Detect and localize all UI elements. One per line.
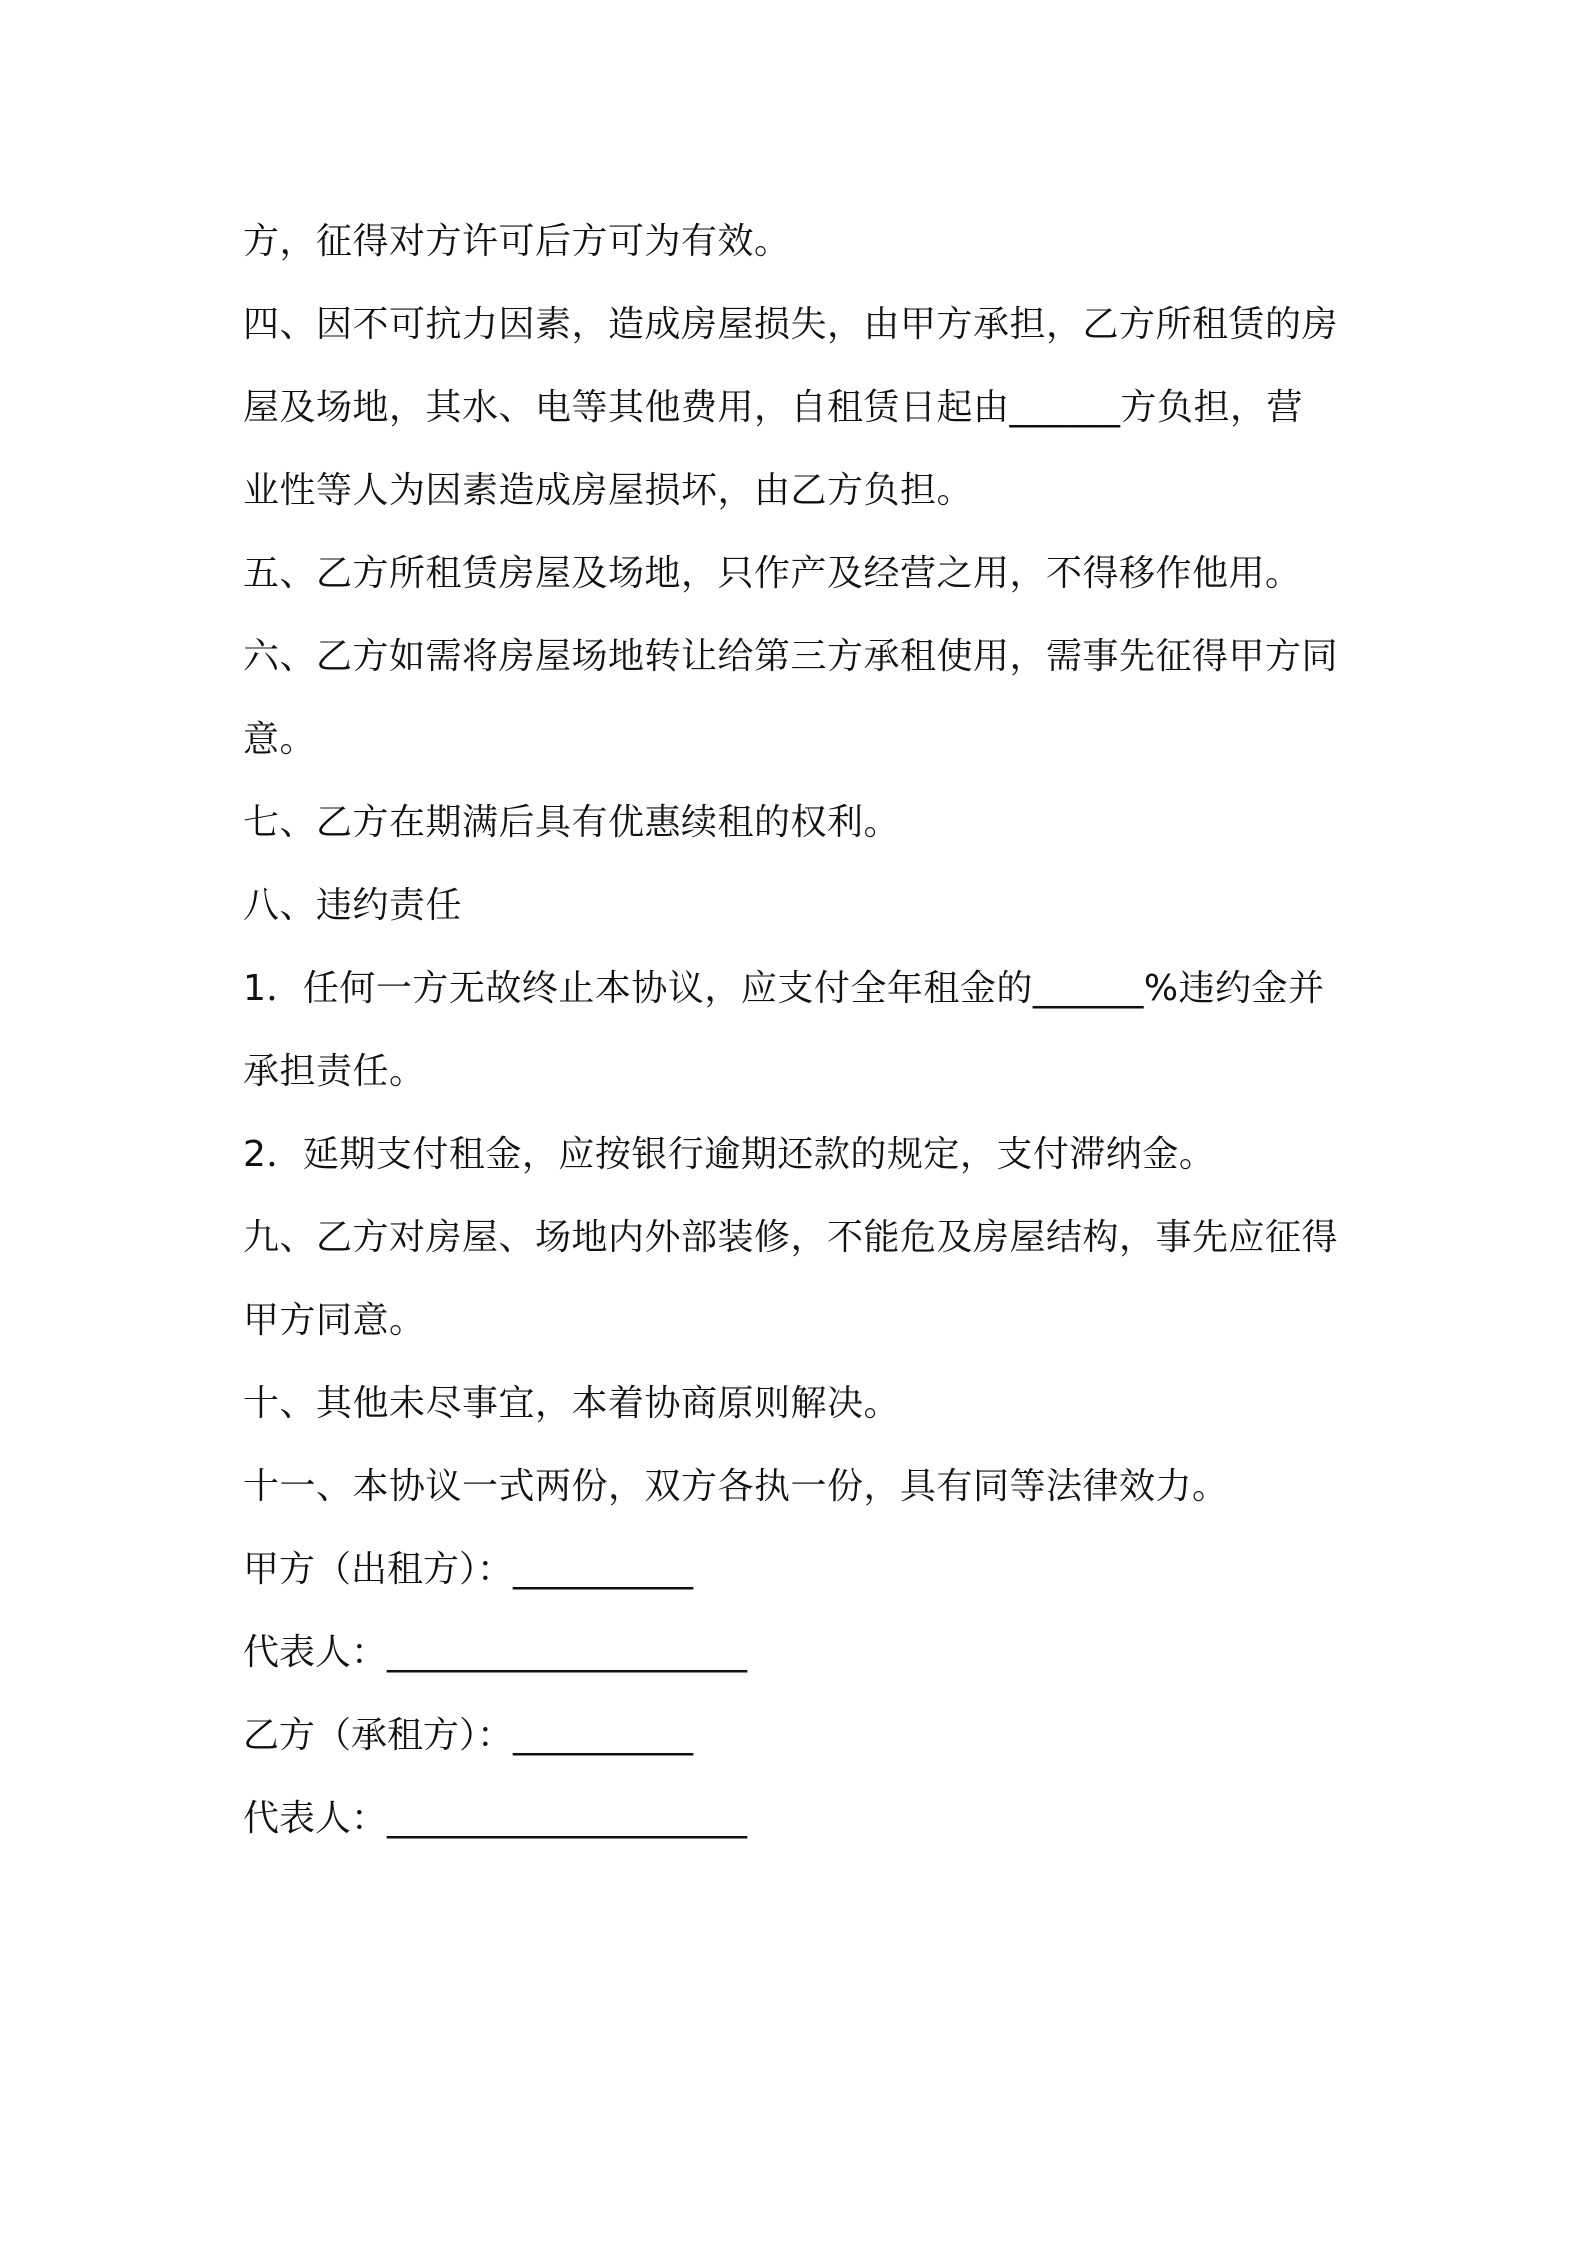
party-a-signature-line: 甲方（出租方）：__________ (243, 1549, 694, 1590)
party-a-representative-line: 代表人：____________________ (243, 1632, 748, 1673)
clause-4-line-2: 屋及场地，其水、电等其他费用，自租赁日起由______方负担，营 (243, 387, 1304, 428)
clause-4-line-3: 业性等人为因素造成房屋损坏，由乙方负担。 (243, 470, 974, 511)
clause-8-item-1-line-1: 1．任何一方无故终止本协议，应支付全年租金的______%违约金并 (243, 968, 1325, 1009)
clause-5: 五、乙方所租赁房屋及场地，只作产及经营之用，不得移作他用。 (243, 553, 1302, 594)
clause-11: 十一、本协议一式两份，双方各执一份，具有同等法律效力。 (243, 1466, 1229, 1507)
clause-4-line-1: 四、因不可抗力因素，造成房屋损失，由甲方承担，乙方所租赁的房 (243, 304, 1339, 345)
clause-10: 十、其他未尽事宜，本着协商原则解决。 (243, 1383, 901, 1424)
clause-6-line-1: 六、乙方如需将房屋场地转让给第三方承租使用，需事先征得甲方同 (243, 636, 1339, 677)
party-b-signature-line: 乙方（承租方）：__________ (243, 1715, 694, 1756)
clause-6-line-2: 意。 (243, 719, 317, 760)
clause-8-item-2: 2．延期支付租金，应按银行逾期还款的规定，支付滞纳金。 (243, 1134, 1216, 1175)
party-b-representative-line: 代表人：____________________ (243, 1798, 748, 1839)
clause-9-line-1: 九、乙方对房屋、场地内外部装修，不能危及房屋结构，事先应征得 (243, 1217, 1339, 1258)
text-line: 方，征得对方许可后方可为有效。 (243, 221, 791, 262)
document-body (243, 200, 1363, 1860)
clause-9-line-2: 甲方同意。 (243, 1300, 426, 1341)
clause-7: 七、乙方在期满后具有优惠续租的权利。 (243, 802, 901, 843)
signature-block (243, 1528, 1363, 1860)
clause-8-heading: 八、违约责任 (243, 885, 463, 926)
clause-8-item-1-line-2: 承担责任。 (243, 1051, 426, 1092)
